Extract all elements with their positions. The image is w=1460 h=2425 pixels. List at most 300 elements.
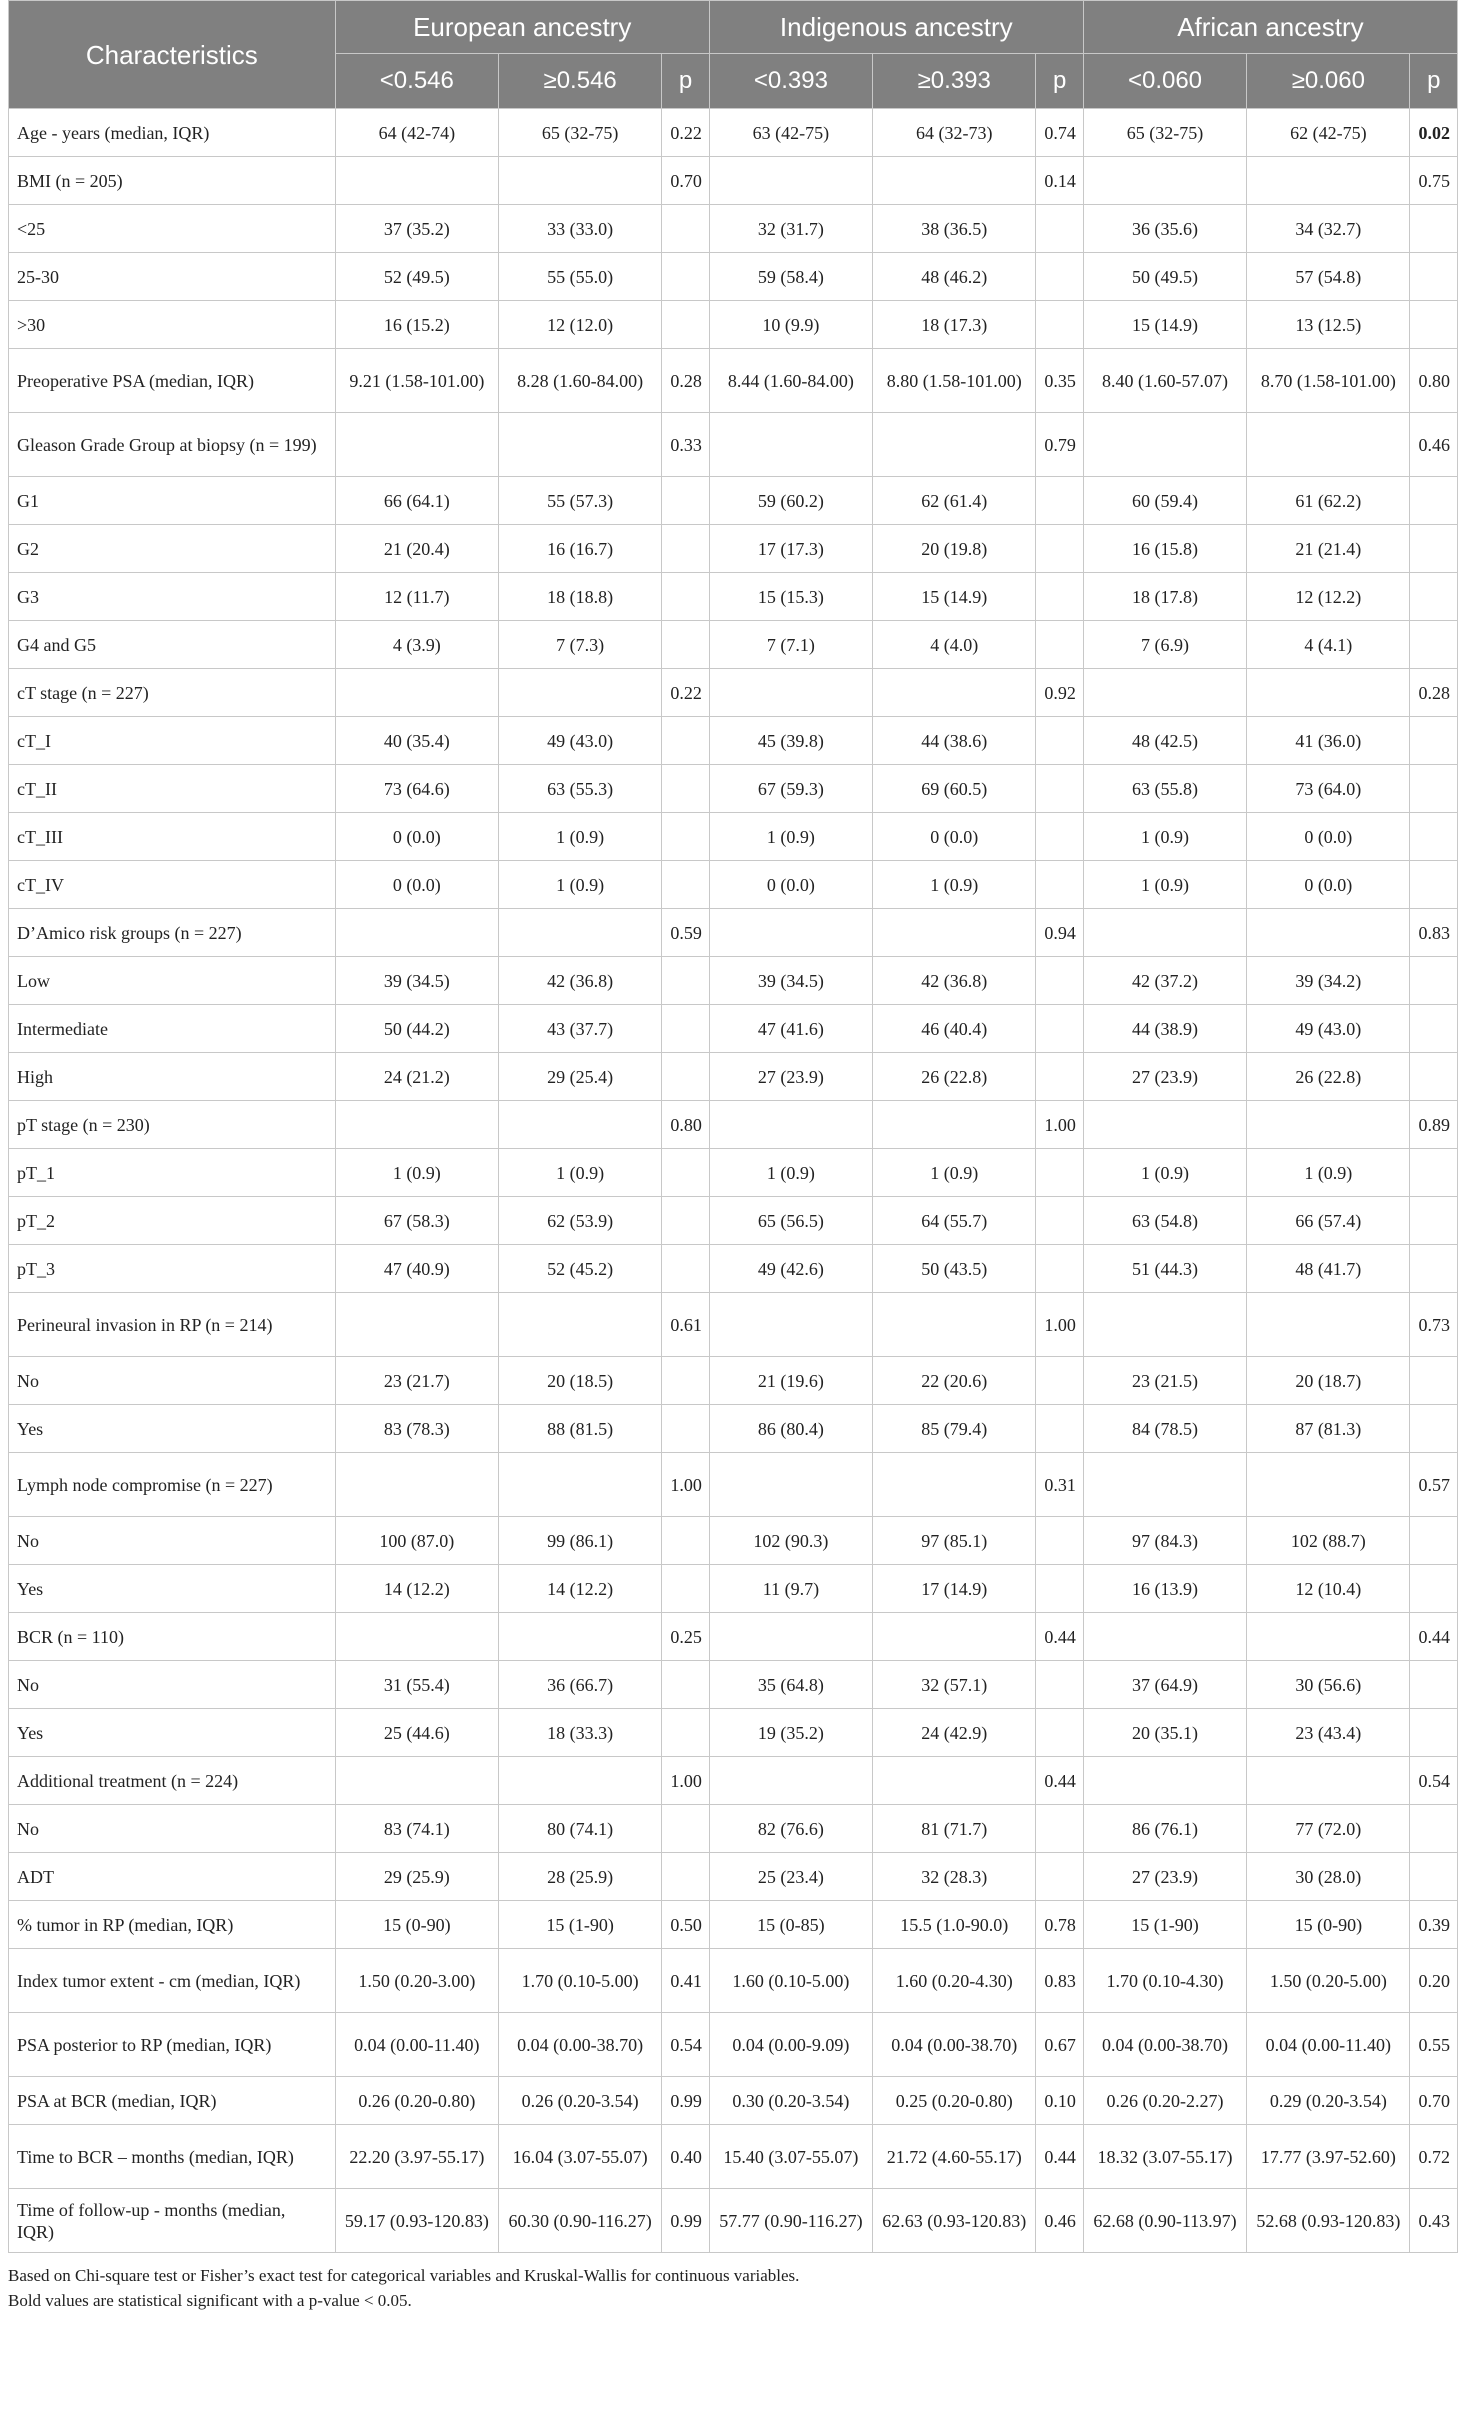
characteristics-table xyxy=(8,0,1458,2253)
cell-indigenous-p xyxy=(1036,957,1083,1005)
african-high-header: ≥0.060 xyxy=(1247,54,1410,109)
cell-african-p xyxy=(1410,573,1458,621)
cell-european-p xyxy=(662,1517,709,1565)
cell-african-p xyxy=(1410,861,1458,909)
cell-indigenous-high: 20 (19.8) xyxy=(873,525,1036,573)
cell-european-p xyxy=(662,1005,709,1053)
cell-european-low: 1 (0.9) xyxy=(335,1149,498,1197)
cell-indigenous-low xyxy=(709,157,872,205)
cell-european-low: 25 (44.6) xyxy=(335,1709,498,1757)
cell-african-high: 87 (81.3) xyxy=(1247,1405,1410,1453)
table-row xyxy=(9,349,1458,413)
cell-european-p xyxy=(662,1405,709,1453)
table-row xyxy=(9,1405,1458,1453)
cell-african-p xyxy=(1410,1053,1458,1101)
cell-indigenous-p xyxy=(1036,1197,1083,1245)
cell-indigenous-high xyxy=(873,157,1036,205)
cell-african-p: 0.44 xyxy=(1410,1613,1458,1661)
cell-indigenous-p xyxy=(1036,1149,1083,1197)
cell-indigenous-high xyxy=(873,669,1036,717)
cell-african-p xyxy=(1410,301,1458,349)
row-label: Preoperative PSA (median, IQR) xyxy=(9,349,336,413)
cell-indigenous-low: 47 (41.6) xyxy=(709,1005,872,1053)
footnote-2: Bold values are statistical significant with a p-value < 0.05. xyxy=(8,2291,412,2310)
cell-african-p xyxy=(1410,1245,1458,1293)
table-row xyxy=(9,1453,1458,1517)
row-label: cT stage (n = 227) xyxy=(9,669,336,717)
cell-african-low: 8.40 (1.60-57.07) xyxy=(1083,349,1246,413)
european-low-header: <0.546 xyxy=(335,54,498,109)
cell-african-p xyxy=(1410,957,1458,1005)
cell-european-p: 0.28 xyxy=(662,349,709,413)
cell-african-high: 30 (28.0) xyxy=(1247,1853,1410,1901)
cell-indigenous-high: 22 (20.6) xyxy=(873,1357,1036,1405)
cell-african-high: 1.50 (0.20-5.00) xyxy=(1247,1949,1410,2013)
cell-african-p xyxy=(1410,1709,1458,1757)
cell-african-high: 8.70 (1.58-101.00) xyxy=(1247,349,1410,413)
table-row xyxy=(9,253,1458,301)
row-label: Yes xyxy=(9,1709,336,1757)
cell-european-high: 55 (57.3) xyxy=(498,477,661,525)
row-label: PSA posterior to RP (median, IQR) xyxy=(9,2013,336,2077)
row-label: cT_III xyxy=(9,813,336,861)
cell-european-high: 36 (66.7) xyxy=(498,1661,661,1709)
row-label: >30 xyxy=(9,301,336,349)
indigenous-p-header: p xyxy=(1036,54,1083,109)
cell-african-low: 18 (17.8) xyxy=(1083,573,1246,621)
row-label: Time of follow-up - months (median, IQR) xyxy=(9,2189,336,2253)
cell-african-p: 0.75 xyxy=(1410,157,1458,205)
cell-indigenous-high xyxy=(873,1757,1036,1805)
cell-european-low: 15 (0-90) xyxy=(335,1901,498,1949)
cell-european-low xyxy=(335,1453,498,1517)
cell-african-high: 0.04 (0.00-11.40) xyxy=(1247,2013,1410,2077)
cell-indigenous-high: 17 (14.9) xyxy=(873,1565,1036,1613)
cell-african-p xyxy=(1410,1565,1458,1613)
table-row xyxy=(9,813,1458,861)
cell-indigenous-low: 82 (76.6) xyxy=(709,1805,872,1853)
cell-indigenous-p xyxy=(1036,813,1083,861)
footnotes xyxy=(8,2263,1458,2313)
cell-european-high xyxy=(498,1101,661,1149)
cell-african-high: 23 (43.4) xyxy=(1247,1709,1410,1757)
cell-indigenous-p: 0.44 xyxy=(1036,2125,1083,2189)
cell-indigenous-low: 15.40 (3.07-55.07) xyxy=(709,2125,872,2189)
cell-african-high: 73 (64.0) xyxy=(1247,765,1410,813)
row-label: pT_3 xyxy=(9,1245,336,1293)
cell-indigenous-p: 0.67 xyxy=(1036,2013,1083,2077)
cell-european-high: 63 (55.3) xyxy=(498,765,661,813)
cell-indigenous-high: 1 (0.9) xyxy=(873,861,1036,909)
cell-european-low: 14 (12.2) xyxy=(335,1565,498,1613)
cell-european-high: 49 (43.0) xyxy=(498,717,661,765)
cell-african-low: 7 (6.9) xyxy=(1083,621,1246,669)
cell-african-p xyxy=(1410,1005,1458,1053)
cell-african-high: 0.29 (0.20-3.54) xyxy=(1247,2077,1410,2125)
cell-african-high: 57 (54.8) xyxy=(1247,253,1410,301)
cell-african-low: 63 (54.8) xyxy=(1083,1197,1246,1245)
cell-african-low: 65 (32-75) xyxy=(1083,109,1246,157)
cell-african-high: 49 (43.0) xyxy=(1247,1005,1410,1053)
cell-indigenous-low: 1 (0.9) xyxy=(709,1149,872,1197)
cell-african-high xyxy=(1247,909,1410,957)
cell-european-low: 59.17 (0.93-120.83) xyxy=(335,2189,498,2253)
cell-indigenous-low: 65 (56.5) xyxy=(709,1197,872,1245)
table-row xyxy=(9,1053,1458,1101)
cell-indigenous-p: 0.78 xyxy=(1036,1901,1083,1949)
cell-african-low xyxy=(1083,413,1246,477)
table-row xyxy=(9,301,1458,349)
cell-indigenous-high: 0.25 (0.20-0.80) xyxy=(873,2077,1036,2125)
table-container xyxy=(8,0,1458,2313)
cell-european-p xyxy=(662,1805,709,1853)
cell-african-high: 20 (18.7) xyxy=(1247,1357,1410,1405)
cell-indigenous-p: 1.00 xyxy=(1036,1101,1083,1149)
cell-indigenous-low xyxy=(709,1757,872,1805)
cell-indigenous-p xyxy=(1036,1005,1083,1053)
cell-african-p xyxy=(1410,1805,1458,1853)
cell-indigenous-high: 26 (22.8) xyxy=(873,1053,1036,1101)
cell-indigenous-high xyxy=(873,909,1036,957)
cell-indigenous-low: 11 (9.7) xyxy=(709,1565,872,1613)
row-label: Gleason Grade Group at biopsy (n = 199) xyxy=(9,413,336,477)
row-label: G1 xyxy=(9,477,336,525)
cell-african-p xyxy=(1410,1517,1458,1565)
cell-indigenous-high: 15 (14.9) xyxy=(873,573,1036,621)
cell-african-p xyxy=(1410,525,1458,573)
cell-indigenous-p xyxy=(1036,1805,1083,1853)
cell-european-p: 1.00 xyxy=(662,1453,709,1517)
cell-indigenous-low xyxy=(709,669,872,717)
cell-indigenous-p xyxy=(1036,477,1083,525)
cell-indigenous-high: 62 (61.4) xyxy=(873,477,1036,525)
cell-european-high: 80 (74.1) xyxy=(498,1805,661,1853)
cell-african-low xyxy=(1083,1453,1246,1517)
table-row xyxy=(9,1357,1458,1405)
cell-african-p xyxy=(1410,205,1458,253)
cell-european-low: 23 (21.7) xyxy=(335,1357,498,1405)
cell-european-p xyxy=(662,525,709,573)
table-row xyxy=(9,957,1458,1005)
cell-indigenous-p xyxy=(1036,1245,1083,1293)
table-row xyxy=(9,157,1458,205)
cell-indigenous-p: 0.83 xyxy=(1036,1949,1083,2013)
cell-african-low: 50 (49.5) xyxy=(1083,253,1246,301)
cell-european-high: 16 (16.7) xyxy=(498,525,661,573)
cell-european-low: 1.50 (0.20-3.00) xyxy=(335,1949,498,2013)
cell-african-high xyxy=(1247,157,1410,205)
cell-african-low: 60 (59.4) xyxy=(1083,477,1246,525)
cell-indigenous-p xyxy=(1036,1357,1083,1405)
table-row xyxy=(9,1853,1458,1901)
cell-indigenous-high: 0 (0.0) xyxy=(873,813,1036,861)
cell-european-p xyxy=(662,477,709,525)
cell-african-p: 0.80 xyxy=(1410,349,1458,413)
cell-african-p xyxy=(1410,1405,1458,1453)
cell-european-p xyxy=(662,1357,709,1405)
cell-european-low: 47 (40.9) xyxy=(335,1245,498,1293)
cell-indigenous-low: 27 (23.9) xyxy=(709,1053,872,1101)
cell-indigenous-p: 0.44 xyxy=(1036,1757,1083,1805)
table-row xyxy=(9,413,1458,477)
row-label: Low xyxy=(9,957,336,1005)
cell-indigenous-low: 8.44 (1.60-84.00) xyxy=(709,349,872,413)
table-row xyxy=(9,1709,1458,1757)
cell-european-low: 40 (35.4) xyxy=(335,717,498,765)
cell-european-low xyxy=(335,1101,498,1149)
group-header-african: African ancestry xyxy=(1083,1,1457,54)
cell-indigenous-low: 1.60 (0.10-5.00) xyxy=(709,1949,872,2013)
cell-indigenous-low: 39 (34.5) xyxy=(709,957,872,1005)
cell-indigenous-high: 1 (0.9) xyxy=(873,1149,1036,1197)
cell-african-high: 4 (4.1) xyxy=(1247,621,1410,669)
row-label: BCR (n = 110) xyxy=(9,1613,336,1661)
cell-european-high: 29 (25.4) xyxy=(498,1053,661,1101)
cell-indigenous-high: 1.60 (0.20-4.30) xyxy=(873,1949,1036,2013)
african-low-header: <0.060 xyxy=(1083,54,1246,109)
cell-african-p xyxy=(1410,477,1458,525)
table-row xyxy=(9,1565,1458,1613)
cell-african-low: 18.32 (3.07-55.17) xyxy=(1083,2125,1246,2189)
cell-african-low: 1 (0.9) xyxy=(1083,1149,1246,1197)
cell-indigenous-p: 0.74 xyxy=(1036,109,1083,157)
cell-indigenous-p: 0.44 xyxy=(1036,1613,1083,1661)
cell-african-p: 0.73 xyxy=(1410,1293,1458,1357)
cell-european-low xyxy=(335,157,498,205)
table-row xyxy=(9,2189,1458,2253)
cell-indigenous-p: 0.94 xyxy=(1036,909,1083,957)
cell-african-high xyxy=(1247,1101,1410,1149)
cell-european-p xyxy=(662,1197,709,1245)
table-row xyxy=(9,2013,1458,2077)
row-label: Yes xyxy=(9,1565,336,1613)
cell-european-p xyxy=(662,621,709,669)
cell-indigenous-low: 15 (15.3) xyxy=(709,573,872,621)
cell-indigenous-low: 19 (35.2) xyxy=(709,1709,872,1757)
cell-indigenous-high: 62.63 (0.93-120.83) xyxy=(873,2189,1036,2253)
table-body xyxy=(9,109,1458,2253)
table-row xyxy=(9,1901,1458,1949)
cell-african-p xyxy=(1410,1853,1458,1901)
cell-indigenous-high: 4 (4.0) xyxy=(873,621,1036,669)
cell-european-high: 0.26 (0.20-3.54) xyxy=(498,2077,661,2125)
cell-indigenous-low: 67 (59.3) xyxy=(709,765,872,813)
cell-indigenous-low: 86 (80.4) xyxy=(709,1405,872,1453)
cell-european-low: 0.04 (0.00-11.40) xyxy=(335,2013,498,2077)
row-label: G2 xyxy=(9,525,336,573)
cell-european-high: 65 (32-75) xyxy=(498,109,661,157)
row-label: Intermediate xyxy=(9,1005,336,1053)
cell-european-high: 28 (25.9) xyxy=(498,1853,661,1901)
cell-african-high: 102 (88.7) xyxy=(1247,1517,1410,1565)
footnote-1: Based on Chi-square test or Fisher’s exact test for categorical variables and Kruskal-Wallis for continuous variables. xyxy=(8,2266,800,2285)
cell-african-low: 51 (44.3) xyxy=(1083,1245,1246,1293)
cell-indigenous-low: 1 (0.9) xyxy=(709,813,872,861)
cell-european-p: 0.61 xyxy=(662,1293,709,1357)
cell-indigenous-low: 32 (31.7) xyxy=(709,205,872,253)
cell-european-low xyxy=(335,909,498,957)
cell-african-low xyxy=(1083,157,1246,205)
cell-indigenous-p xyxy=(1036,1709,1083,1757)
cell-indigenous-p xyxy=(1036,1565,1083,1613)
cell-indigenous-low: 0.04 (0.00-9.09) xyxy=(709,2013,872,2077)
cell-indigenous-high: 48 (46.2) xyxy=(873,253,1036,301)
cell-indigenous-p: 1.00 xyxy=(1036,1293,1083,1357)
cell-european-p xyxy=(662,573,709,621)
cell-indigenous-high: 50 (43.5) xyxy=(873,1245,1036,1293)
table-row xyxy=(9,477,1458,525)
cell-european-low: 9.21 (1.58-101.00) xyxy=(335,349,498,413)
cell-european-low xyxy=(335,1757,498,1805)
table-row xyxy=(9,1517,1458,1565)
european-p-header: p xyxy=(662,54,709,109)
cell-european-p xyxy=(662,1053,709,1101)
cell-european-low xyxy=(335,1293,498,1357)
cell-indigenous-p xyxy=(1036,1053,1083,1101)
cell-african-high: 48 (41.7) xyxy=(1247,1245,1410,1293)
cell-indigenous-high: 81 (71.7) xyxy=(873,1805,1036,1853)
table-row xyxy=(9,717,1458,765)
cell-european-low: 4 (3.9) xyxy=(335,621,498,669)
cell-african-high xyxy=(1247,413,1410,477)
cell-european-high: 62 (53.9) xyxy=(498,1197,661,1245)
cell-african-p: 0.70 xyxy=(1410,2077,1458,2125)
table-row xyxy=(9,1149,1458,1197)
table-row xyxy=(9,1005,1458,1053)
cell-african-low: 1 (0.9) xyxy=(1083,813,1246,861)
cell-european-p: 0.22 xyxy=(662,109,709,157)
cell-indigenous-low: 63 (42-75) xyxy=(709,109,872,157)
cell-indigenous-p xyxy=(1036,621,1083,669)
cell-indigenous-low: 17 (17.3) xyxy=(709,525,872,573)
cell-european-low: 67 (58.3) xyxy=(335,1197,498,1245)
table-row xyxy=(9,1101,1458,1149)
cell-european-high: 0.04 (0.00-38.70) xyxy=(498,2013,661,2077)
cell-indigenous-low xyxy=(709,1293,872,1357)
cell-european-p xyxy=(662,765,709,813)
cell-indigenous-low xyxy=(709,1453,872,1517)
cell-african-high xyxy=(1247,1613,1410,1661)
cell-european-low xyxy=(335,1613,498,1661)
cell-european-p: 0.22 xyxy=(662,669,709,717)
cell-indigenous-high: 32 (57.1) xyxy=(873,1661,1036,1709)
row-label: % tumor in RP (median, IQR) xyxy=(9,1901,336,1949)
cell-indigenous-high: 97 (85.1) xyxy=(873,1517,1036,1565)
cell-european-low: 64 (42-74) xyxy=(335,109,498,157)
cell-european-low: 66 (64.1) xyxy=(335,477,498,525)
row-label: G4 and G5 xyxy=(9,621,336,669)
row-label: Age - years (median, IQR) xyxy=(9,109,336,157)
cell-african-low: 20 (35.1) xyxy=(1083,1709,1246,1757)
cell-indigenous-low: 59 (60.2) xyxy=(709,477,872,525)
cell-european-low: 0 (0.0) xyxy=(335,813,498,861)
cell-european-low: 83 (78.3) xyxy=(335,1405,498,1453)
row-label: pT stage (n = 230) xyxy=(9,1101,336,1149)
cell-european-high: 43 (37.7) xyxy=(498,1005,661,1053)
cell-african-p: 0.28 xyxy=(1410,669,1458,717)
cell-indigenous-p xyxy=(1036,717,1083,765)
cell-african-p xyxy=(1410,253,1458,301)
cell-african-p xyxy=(1410,1197,1458,1245)
cell-european-p xyxy=(662,861,709,909)
cell-indigenous-high: 8.80 (1.58-101.00) xyxy=(873,349,1036,413)
cell-african-p xyxy=(1410,813,1458,861)
cell-european-high: 42 (36.8) xyxy=(498,957,661,1005)
cell-indigenous-low: 15 (0-85) xyxy=(709,1901,872,1949)
row-label: No xyxy=(9,1805,336,1853)
cell-indigenous-low: 49 (42.6) xyxy=(709,1245,872,1293)
row-label: No xyxy=(9,1661,336,1709)
cell-african-p: 0.83 xyxy=(1410,909,1458,957)
cell-african-low: 62.68 (0.90-113.97) xyxy=(1083,2189,1246,2253)
cell-indigenous-p xyxy=(1036,525,1083,573)
cell-indigenous-high: 44 (38.6) xyxy=(873,717,1036,765)
cell-african-p xyxy=(1410,621,1458,669)
cell-african-low: 97 (84.3) xyxy=(1083,1517,1246,1565)
cell-african-high: 17.77 (3.97-52.60) xyxy=(1247,2125,1410,2189)
cell-indigenous-low xyxy=(709,1101,872,1149)
cell-indigenous-high xyxy=(873,413,1036,477)
row-label: D’Amico risk groups (n = 227) xyxy=(9,909,336,957)
cell-indigenous-high: 18 (17.3) xyxy=(873,301,1036,349)
cell-european-high: 8.28 (1.60-84.00) xyxy=(498,349,661,413)
cell-african-p xyxy=(1410,1149,1458,1197)
cell-european-high: 15 (1-90) xyxy=(498,1901,661,1949)
cell-european-p xyxy=(662,253,709,301)
table-row xyxy=(9,2125,1458,2189)
cell-european-high: 18 (18.8) xyxy=(498,573,661,621)
row-label: cT_I xyxy=(9,717,336,765)
table-row xyxy=(9,525,1458,573)
cell-european-p xyxy=(662,1565,709,1613)
cell-european-low: 0 (0.0) xyxy=(335,861,498,909)
indigenous-low-header: <0.393 xyxy=(709,54,872,109)
cell-indigenous-low: 35 (64.8) xyxy=(709,1661,872,1709)
cell-african-low: 15 (14.9) xyxy=(1083,301,1246,349)
cell-african-p: 0.02 xyxy=(1410,109,1458,157)
cell-european-low: 52 (49.5) xyxy=(335,253,498,301)
cell-indigenous-p xyxy=(1036,765,1083,813)
cell-european-p: 0.70 xyxy=(662,157,709,205)
cell-african-low: 0.04 (0.00-38.70) xyxy=(1083,2013,1246,2077)
table-row xyxy=(9,1949,1458,2013)
table-row xyxy=(9,621,1458,669)
cell-european-low: 39 (34.5) xyxy=(335,957,498,1005)
cell-indigenous-low: 10 (9.9) xyxy=(709,301,872,349)
cell-european-low: 73 (64.6) xyxy=(335,765,498,813)
cell-european-high: 14 (12.2) xyxy=(498,1565,661,1613)
cell-indigenous-p: 0.10 xyxy=(1036,2077,1083,2125)
row-label: No xyxy=(9,1357,336,1405)
cell-european-high: 88 (81.5) xyxy=(498,1405,661,1453)
cell-european-high: 1.70 (0.10-5.00) xyxy=(498,1949,661,2013)
cell-european-high: 12 (12.0) xyxy=(498,301,661,349)
cell-african-high xyxy=(1247,1453,1410,1517)
cell-european-high xyxy=(498,1757,661,1805)
cell-indigenous-high: 0.04 (0.00-38.70) xyxy=(873,2013,1036,2077)
cell-indigenous-high: 15.5 (1.0-90.0) xyxy=(873,1901,1036,1949)
table-row xyxy=(9,205,1458,253)
cell-indigenous-p: 0.46 xyxy=(1036,2189,1083,2253)
cell-european-p: 0.99 xyxy=(662,2189,709,2253)
cell-african-low: 42 (37.2) xyxy=(1083,957,1246,1005)
cell-african-low: 37 (64.9) xyxy=(1083,1661,1246,1709)
cell-african-p: 0.54 xyxy=(1410,1757,1458,1805)
cell-indigenous-p: 0.14 xyxy=(1036,157,1083,205)
group-header-indigenous: Indigenous ancestry xyxy=(709,1,1083,54)
row-label: Yes xyxy=(9,1405,336,1453)
cell-indigenous-p xyxy=(1036,1405,1083,1453)
